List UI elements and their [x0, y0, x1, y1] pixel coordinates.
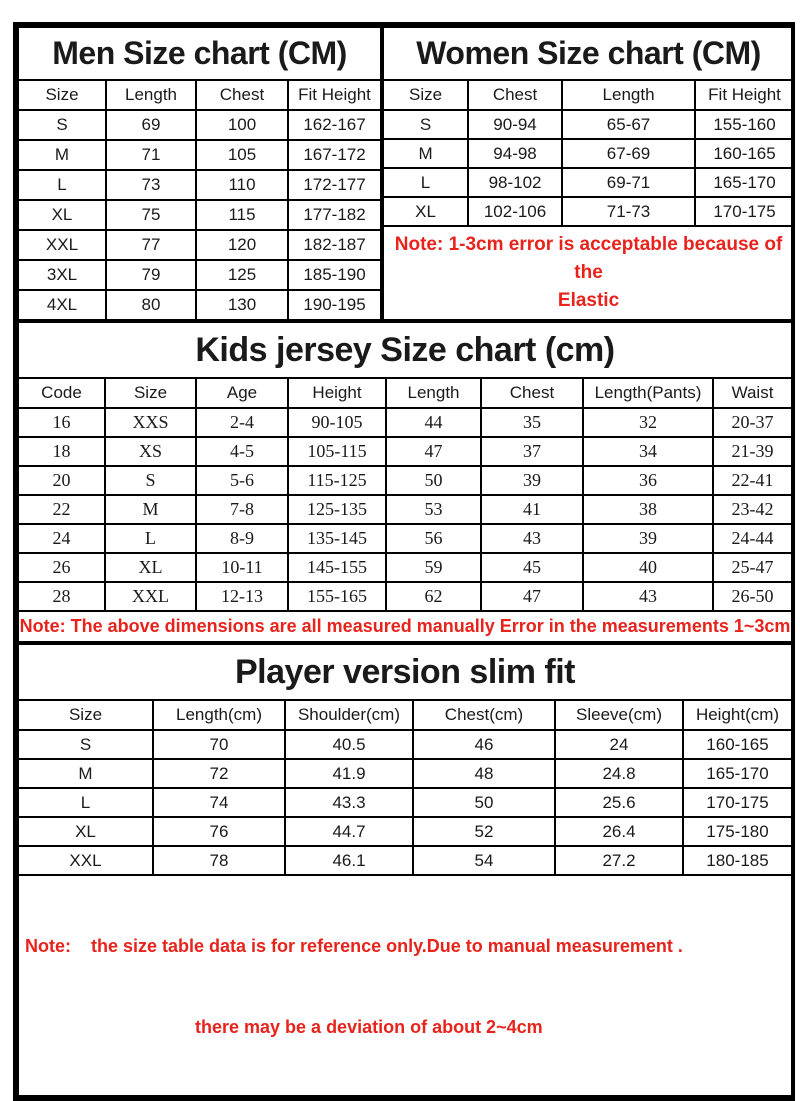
table-cell: 43 [481, 524, 583, 553]
table-cell: S [18, 110, 106, 140]
table-row [18, 322, 792, 378]
table-cell: 47 [386, 437, 481, 466]
kids-note-body [18, 611, 792, 642]
table-row [18, 730, 792, 759]
header-row [18, 80, 381, 110]
header-row [383, 80, 794, 110]
table-cell: 98-102 [468, 168, 562, 197]
table-row [383, 168, 794, 197]
column-header: Size [18, 700, 153, 730]
table-cell: XL [105, 553, 196, 582]
table-row [18, 230, 381, 260]
table-cell: 115 [196, 200, 288, 230]
table-row [18, 644, 792, 700]
table-cell: 54 [413, 846, 555, 875]
table-cell: 102-106 [468, 197, 562, 226]
table-cell: 110 [196, 170, 288, 200]
column-header: Fit Height [288, 80, 381, 110]
table-row [18, 524, 792, 553]
table-cell: 26-50 [713, 582, 792, 611]
table-cell: 65-67 [562, 110, 695, 139]
table-cell: XS [105, 437, 196, 466]
column-header: Chest(cm) [413, 700, 555, 730]
table-cell: 47 [481, 582, 583, 611]
table-cell: M [105, 495, 196, 524]
table-cell: 56 [386, 524, 481, 553]
table-row [18, 170, 381, 200]
table-row [383, 139, 794, 168]
table-cell: 167-172 [288, 140, 381, 170]
women-elastic-note [383, 226, 794, 320]
table-cell: 28 [18, 582, 105, 611]
table-cell: XL [18, 817, 153, 846]
table-cell: 4XL [18, 290, 106, 320]
table-cell: 22-41 [713, 466, 792, 495]
table-cell: 76 [153, 817, 285, 846]
table-cell: 24.8 [555, 759, 683, 788]
player-note-body [18, 875, 792, 1096]
table-cell: 39 [481, 466, 583, 495]
table-cell: 45 [481, 553, 583, 582]
table-cell: 20-37 [713, 408, 792, 437]
table-row [18, 408, 792, 437]
table-row [18, 290, 381, 320]
women-chart-title: Women Size chart (CM) [383, 27, 794, 80]
table-row [18, 759, 792, 788]
table-cell: 35 [481, 408, 583, 437]
table-cell: 43.3 [285, 788, 413, 817]
column-header: Chest [468, 80, 562, 110]
column-header: Shoulder(cm) [285, 700, 413, 730]
table-row [18, 788, 792, 817]
table-cell: 135-145 [288, 524, 386, 553]
table-cell: L [105, 524, 196, 553]
table-cell: M [383, 139, 468, 168]
table-cell: 160-165 [683, 730, 792, 759]
table-cell: 145-155 [288, 553, 386, 582]
table-cell: 7-8 [196, 495, 288, 524]
table-cell: 46.1 [285, 846, 413, 875]
column-header: Length [386, 378, 481, 408]
table-cell: 105 [196, 140, 288, 170]
table-cell: 69 [106, 110, 196, 140]
table-cell: 26.4 [555, 817, 683, 846]
kids-size-table [17, 321, 793, 643]
note-line: Note: the size table data is for reference only.Due to manual measurement . [25, 936, 683, 956]
women-size-table [382, 26, 795, 321]
men-chart-title: Men Size chart (CM) [18, 27, 381, 80]
table-row [18, 260, 381, 290]
table-row [18, 466, 792, 495]
table-cell: S [383, 110, 468, 139]
table-cell: 34 [583, 437, 713, 466]
player-reference-note [18, 875, 792, 1096]
table-cell: 53 [386, 495, 481, 524]
table-cell: 155-165 [288, 582, 386, 611]
table-cell: 125 [196, 260, 288, 290]
table-cell: 4-5 [196, 437, 288, 466]
kids-chart-title: Kids jersey Size chart (cm) [18, 322, 792, 378]
women-note-body [383, 226, 794, 320]
table-row [18, 495, 792, 524]
table-row [383, 27, 794, 80]
table-cell: XXS [105, 408, 196, 437]
adult-size-section [17, 26, 791, 321]
column-header: Chest [481, 378, 583, 408]
table-cell: 10-11 [196, 553, 288, 582]
table-cell: 25.6 [555, 788, 683, 817]
table-cell: 90-94 [468, 110, 562, 139]
table-cell: 77 [106, 230, 196, 260]
column-header: Length [562, 80, 695, 110]
table-cell: L [383, 168, 468, 197]
table-cell: 36 [583, 466, 713, 495]
player-version-table [17, 643, 793, 1097]
table-cell: 170-175 [683, 788, 792, 817]
table-cell: 185-190 [288, 260, 381, 290]
table-cell: 72 [153, 759, 285, 788]
column-header: Length [106, 80, 196, 110]
table-cell: 70 [153, 730, 285, 759]
table-cell: 71 [106, 140, 196, 170]
table-cell: 24 [555, 730, 683, 759]
table-cell: 50 [386, 466, 481, 495]
column-header: Sleeve(cm) [555, 700, 683, 730]
table-cell: 52 [413, 817, 555, 846]
table-cell: 12-13 [196, 582, 288, 611]
table-row [383, 197, 794, 226]
header-row [18, 378, 792, 408]
table-cell: M [18, 140, 106, 170]
table-cell: 5-6 [196, 466, 288, 495]
column-header: Size [105, 378, 196, 408]
table-cell: 73 [106, 170, 196, 200]
table-row [18, 200, 381, 230]
player-table-body [18, 730, 792, 875]
table-cell: 41.9 [285, 759, 413, 788]
table-row [18, 140, 381, 170]
table-cell: 78 [153, 846, 285, 875]
table-cell: 40.5 [285, 730, 413, 759]
table-row [18, 110, 381, 140]
table-row [18, 553, 792, 582]
table-cell: 2-4 [196, 408, 288, 437]
table-cell: XL [18, 200, 106, 230]
table-cell: 37 [481, 437, 583, 466]
table-cell: 125-135 [288, 495, 386, 524]
column-header: Height(cm) [683, 700, 792, 730]
table-cell: XXL [105, 582, 196, 611]
table-cell: 90-105 [288, 408, 386, 437]
table-cell: 120 [196, 230, 288, 260]
table-cell: 44 [386, 408, 481, 437]
table-cell: 18 [18, 437, 105, 466]
table-row [18, 437, 792, 466]
note-line: there may be a deviation of about 2~4cm [195, 1017, 543, 1037]
table-cell: 50 [413, 788, 555, 817]
table-cell: 46 [413, 730, 555, 759]
table-cell: 180-185 [683, 846, 792, 875]
table-row [383, 226, 794, 320]
table-cell: 155-160 [695, 110, 794, 139]
table-cell: L [18, 170, 106, 200]
column-header: Fit Height [695, 80, 794, 110]
table-cell: S [18, 730, 153, 759]
table-cell: 41 [481, 495, 583, 524]
table-cell: 80 [106, 290, 196, 320]
table-cell: 21-39 [713, 437, 792, 466]
table-cell: 22 [18, 495, 105, 524]
kids-measurement-note: Note: The above dimensions are all measured manually Error in the measurements 1~3cm [18, 611, 792, 642]
column-header: Length(cm) [153, 700, 285, 730]
header-row [18, 700, 792, 730]
note-line: Note: 1-3cm error is acceptable because of the [394, 234, 783, 283]
column-header: Waist [713, 378, 792, 408]
table-cell: 20 [18, 466, 105, 495]
table-cell: 165-170 [695, 168, 794, 197]
table-cell: 26 [18, 553, 105, 582]
table-row [18, 846, 792, 875]
table-cell: L [18, 788, 153, 817]
table-cell: 39 [583, 524, 713, 553]
table-cell: 170-175 [695, 197, 794, 226]
table-row [383, 110, 794, 139]
column-header: Height [288, 378, 386, 408]
table-cell: 94-98 [468, 139, 562, 168]
table-cell: XL [383, 197, 468, 226]
table-cell: 74 [153, 788, 285, 817]
table-row [18, 611, 792, 642]
table-cell: 16 [18, 408, 105, 437]
table-cell: 67-69 [562, 139, 695, 168]
table-cell: 23-42 [713, 495, 792, 524]
note-line: Elastic [557, 290, 620, 311]
table-cell: 3XL [18, 260, 106, 290]
table-cell: 24-44 [713, 524, 792, 553]
table-row [18, 817, 792, 846]
table-cell: 190-195 [288, 290, 381, 320]
table-cell: 24 [18, 524, 105, 553]
table-cell: 75 [106, 200, 196, 230]
column-header: Code [18, 378, 105, 408]
table-cell: 160-165 [695, 139, 794, 168]
table-cell: 38 [583, 495, 713, 524]
table-cell: 100 [196, 110, 288, 140]
column-header: Age [196, 378, 288, 408]
women-table-body [383, 110, 794, 226]
table-cell: XXL [18, 230, 106, 260]
table-cell: 172-177 [288, 170, 381, 200]
column-header: Size [18, 80, 106, 110]
player-chart-title: Player version slim fit [18, 644, 792, 700]
column-header: Chest [196, 80, 288, 110]
table-cell: 130 [196, 290, 288, 320]
table-row [18, 875, 792, 1096]
table-cell: 175-180 [683, 817, 792, 846]
size-chart-sheet [13, 22, 795, 1101]
men-size-table [17, 26, 382, 321]
table-cell: 32 [583, 408, 713, 437]
table-cell: 165-170 [683, 759, 792, 788]
table-cell: 69-71 [562, 168, 695, 197]
table-cell: 105-115 [288, 437, 386, 466]
table-cell: 177-182 [288, 200, 381, 230]
table-cell: 71-73 [562, 197, 695, 226]
table-cell: M [18, 759, 153, 788]
kids-table-body [18, 408, 792, 611]
table-cell: 48 [413, 759, 555, 788]
table-cell: 25-47 [713, 553, 792, 582]
column-header: Length(Pants) [583, 378, 713, 408]
table-cell: S [105, 466, 196, 495]
table-cell: 43 [583, 582, 713, 611]
table-row [18, 582, 792, 611]
table-cell: 40 [583, 553, 713, 582]
table-cell: 182-187 [288, 230, 381, 260]
table-cell: 62 [386, 582, 481, 611]
table-cell: 79 [106, 260, 196, 290]
table-cell: 8-9 [196, 524, 288, 553]
table-row [18, 27, 381, 80]
table-cell: 115-125 [288, 466, 386, 495]
table-cell: 44.7 [285, 817, 413, 846]
table-cell: 59 [386, 553, 481, 582]
column-header: Size [383, 80, 468, 110]
table-cell: 27.2 [555, 846, 683, 875]
men-table-body [18, 110, 381, 320]
table-cell: 162-167 [288, 110, 381, 140]
table-cell: XXL [18, 846, 153, 875]
